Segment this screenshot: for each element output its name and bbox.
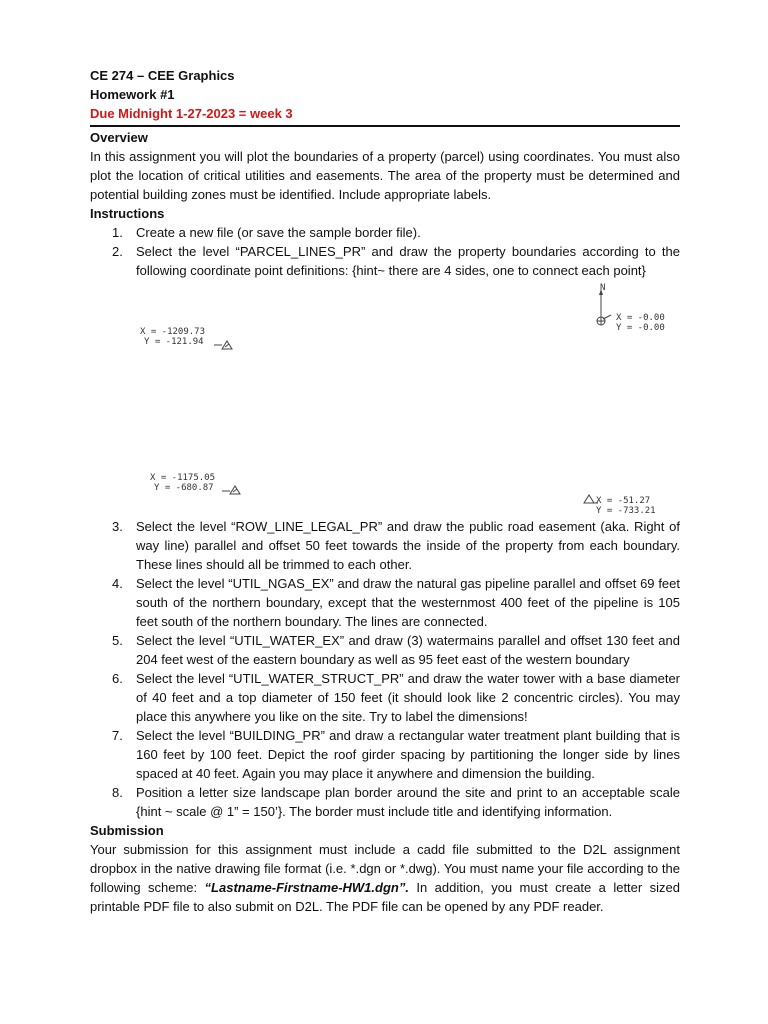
instruction-step: 4. Select the level “UTIL_NGAS_EX” and draw the natural gas pipeline parallel and offset 69 feet south of the northern boundary, except that the westernmost 400 feet of the pipeline is 105 feet south of the northern boundary. The lines are connected.: [112, 576, 680, 629]
coordinate-figure: [136, 283, 666, 515]
course-title: CE 274 – CEE Graphics: [90, 68, 235, 83]
instructions-list: [90, 223, 680, 280]
instruction-step: 5. Select the level “UTIL_WATER_EX” and draw (3) watermains parallel and offset 130 feet and 204 feet west of the eastern boundary as well as 95 feet east of the western boundary: [112, 633, 680, 667]
north-label: N: [600, 283, 606, 293]
survey-point-icon: [222, 484, 246, 496]
overview-heading: Overview: [90, 130, 148, 145]
submission-heading: Submission: [90, 823, 164, 838]
point-2-x: X = -1209.73: [140, 327, 206, 337]
instructions-list-continued: [90, 517, 680, 821]
instructions-heading: Instructions: [90, 206, 165, 221]
instruction-step: 2. Select the level “PARCEL_LINES_PR” and draw the property boundaries according to the following coordinate point definitions: {hint~ there are 4 sides, one to connect each point}: [112, 244, 680, 278]
point-4-x: X = -51.27: [596, 496, 651, 506]
point-2-y: Y = -121.94: [144, 337, 204, 347]
document-page: [90, 66, 680, 916]
instruction-step: 8. Position a letter size landscape plan border around the site and print to an acceptable scale {hint ~ scale @ 1” = 150’}. The border must include title and identifying information.: [112, 785, 680, 819]
homework-title: Homework #1: [90, 87, 175, 102]
overview-text: In this assignment you will plot the boundaries of a property (parcel) using coordinates. You must also plot the location of critical utilities and easements. The area of the property must be determined and potential building zones must be identified. Include appropriate labels.: [90, 149, 680, 202]
point-3-x: X = -1175.05: [150, 473, 216, 483]
submission-text: Your submission for this assignment must include a cadd file submitted to the D2L assignment dropbox in the native drawing file format (i.e. *.dgn or *.dwg). You must name your file according to the following scheme: “Lastname-Firstname-HW1.dgn”. In addition, you must create a letter sized printable PDF file to also submit on D2L. The PDF file can be opened by any PDF reader.: [90, 842, 680, 914]
due-date: Due Midnight 1-27-2023 = week 3: [90, 106, 293, 121]
instruction-step: 7. Select the level “BUILDING_PR” and draw a rectangular water treatment plant building that is 160 feet by 100 feet. Depict the roof girder spacing by partitioning the longer side by lines spaced at 40 feet. Again you may place it anywhere and dimension the building.: [112, 728, 680, 781]
point-1-x: X = -0.00: [616, 313, 665, 323]
survey-point-icon: [594, 313, 616, 327]
header-divider: [90, 125, 680, 127]
survey-point-icon: [214, 339, 238, 351]
point-3-y: Y = -680.87: [154, 483, 214, 493]
instruction-step: 1. Create a new file (or save the sample border file).: [112, 225, 421, 240]
instruction-step: 3. Select the level “ROW_LINE_LEGAL_PR” and draw the public road easement (aka. Right of way line) parallel and offset 50 feet towards the inside of the property from each boundary. These lines should all be trimmed to each other.: [112, 519, 680, 572]
instruction-step: 6. Select the level “UTIL_WATER_STRUCT_PR” and draw the water tower with a base diameter of 40 feet and a top diameter of 150 feet (it should look like 2 concentric circles). You may place this anywhere you like on the site. Try to label the dimensions!: [112, 671, 680, 724]
filename-scheme: “Lastname-Firstname-HW1.dgn”.: [204, 880, 409, 895]
point-4-y: Y = -733.21: [596, 506, 656, 516]
point-1-y: Y = -0.00: [616, 323, 665, 333]
